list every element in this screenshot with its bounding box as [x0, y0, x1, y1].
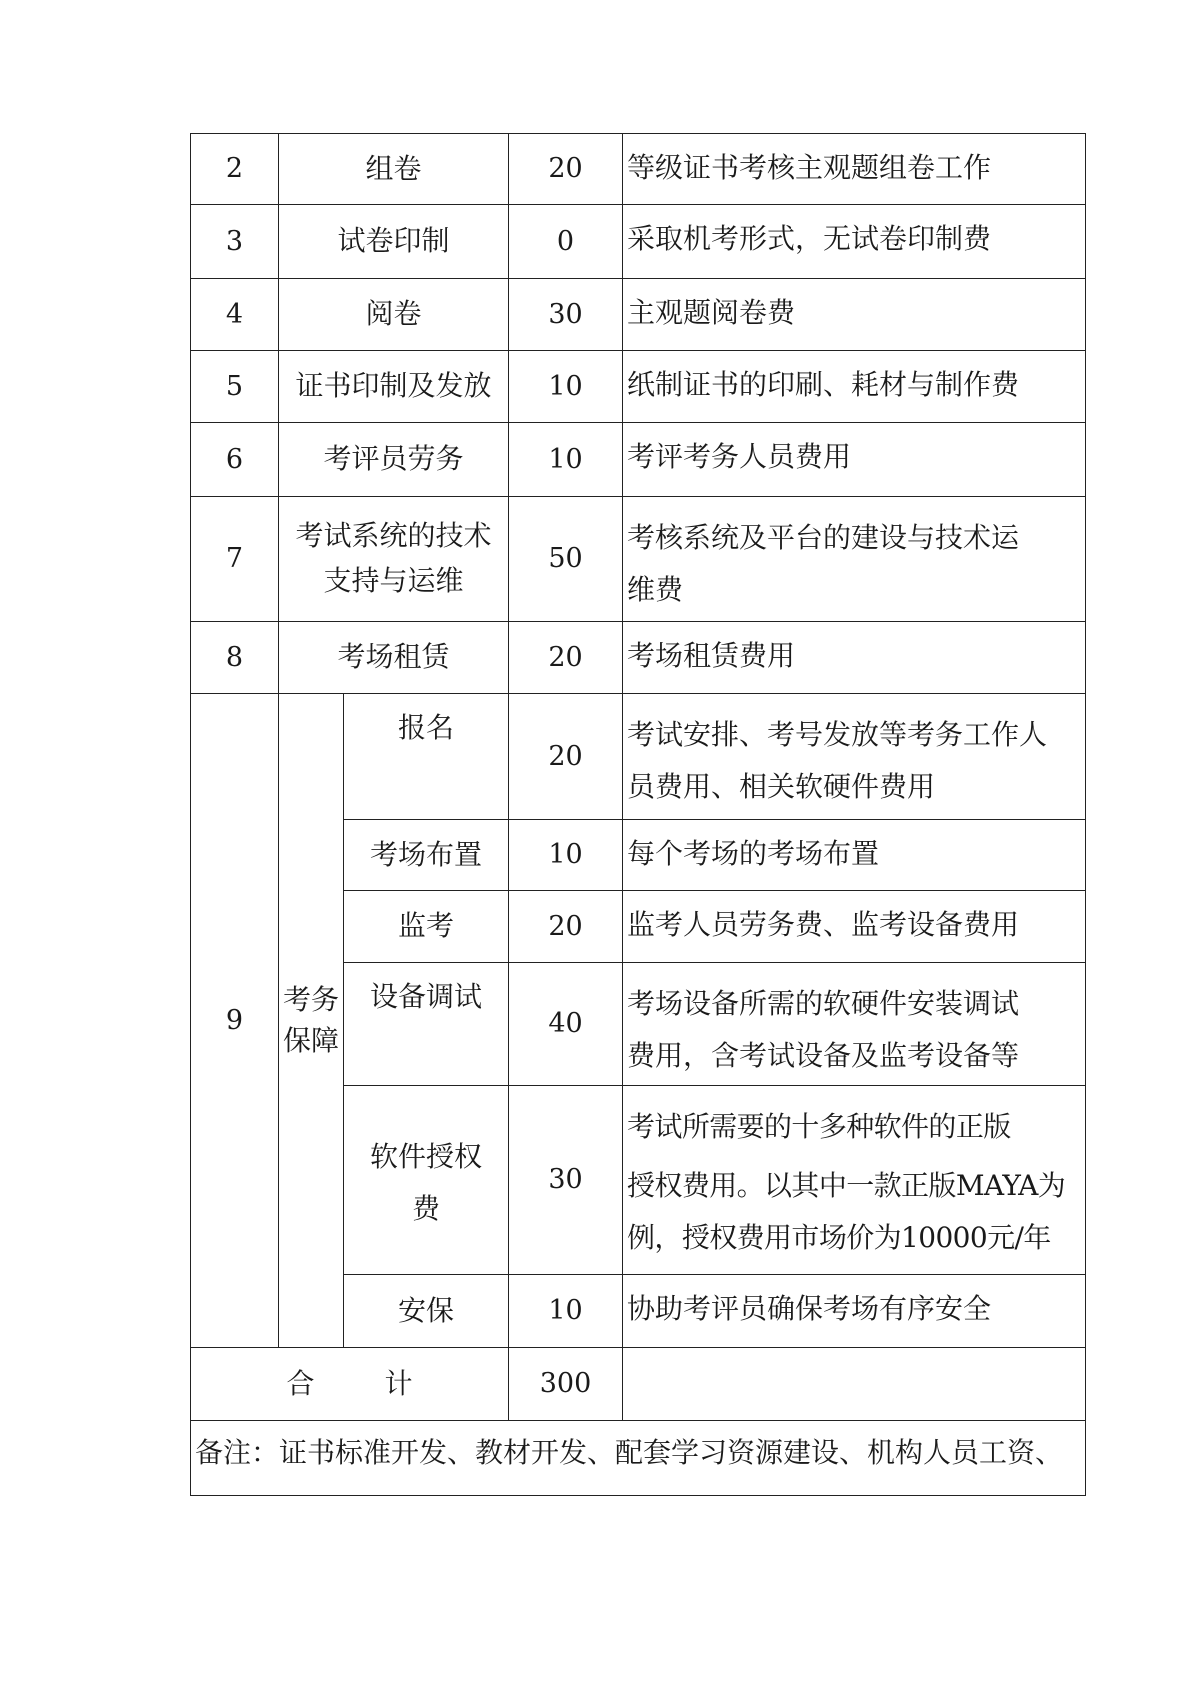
sub-description-line: 考试安排、考号发放等考务工作人	[627, 718, 1048, 751]
sub-description	[623, 1086, 1086, 1275]
row-amount: 50	[509, 497, 623, 622]
row-number: 9	[191, 694, 279, 1348]
row-number: 7	[191, 497, 279, 622]
row-amount: 20	[509, 134, 623, 205]
row-description: 主观题阅卷费	[623, 279, 1086, 351]
row-description: 考场租赁费用	[623, 622, 1086, 694]
sub-item: 监考	[344, 891, 509, 963]
total-row	[191, 1348, 1086, 1421]
row-amount: 20	[509, 622, 623, 694]
group-category	[279, 694, 344, 1348]
total-label-part: 计	[384, 1366, 413, 1400]
sub-item	[344, 1086, 509, 1275]
table-row	[191, 622, 1086, 694]
row-amount: 30	[509, 279, 623, 351]
row-item: 考场租赁	[279, 622, 509, 694]
row-number: 8	[191, 622, 279, 694]
row-item-line: 支持与运维	[323, 564, 464, 597]
sub-description-line: 授权费用。以其中一款正版MAYA为	[627, 1168, 1066, 1202]
row-number: 3	[191, 205, 279, 279]
sub-description	[623, 694, 1086, 820]
row-number: 6	[191, 423, 279, 497]
row-item: 试卷印制	[279, 205, 509, 279]
row-description: 等级证书考核主观题组卷工作	[623, 134, 1086, 205]
row-amount: 10	[509, 423, 623, 497]
total-label-part: 合	[286, 1366, 315, 1400]
row-number: 5	[191, 351, 279, 423]
row-amount: 10	[509, 351, 623, 423]
sub-amount: 10	[509, 820, 623, 891]
sub-amount: 20	[509, 891, 623, 963]
row-description-line: 维费	[627, 572, 684, 606]
row-description	[623, 497, 1086, 622]
sub-description-line: 考场设备所需的软硬件安装调试	[627, 987, 1020, 1020]
sub-description	[623, 963, 1086, 1086]
row-item	[279, 497, 509, 622]
table-row	[191, 279, 1086, 351]
table-row	[191, 694, 1086, 820]
row-amount: 0	[509, 205, 623, 279]
sub-item: 考场布置	[344, 820, 509, 891]
row-number: 2	[191, 134, 279, 205]
sub-amount: 10	[509, 1275, 623, 1348]
sub-item-line: 软件授权	[370, 1140, 483, 1174]
note-row	[191, 1421, 1086, 1496]
sub-description-line: 费用，含考试设备及监考设备等	[627, 1038, 1020, 1072]
table-row	[191, 497, 1086, 622]
note-text: 备注：证书标准开发、教材开发、配套学习资源建设、机构人员工资、	[191, 1421, 1086, 1496]
sub-amount: 40	[509, 963, 623, 1086]
table-row	[191, 134, 1086, 205]
row-description-line: 考核系统及平台的建设与技术运	[627, 521, 1020, 554]
table-row	[191, 351, 1086, 423]
sub-item-line: 费	[412, 1192, 441, 1225]
sub-description: 协助考评员确保考场有序安全	[623, 1275, 1086, 1348]
total-amount: 300	[509, 1348, 623, 1421]
sub-amount: 30	[509, 1086, 623, 1275]
row-item: 阅卷	[279, 279, 509, 351]
sub-description: 每个考场的考场布置	[623, 820, 1086, 891]
sub-description: 监考人员劳务费、监考设备费用	[623, 891, 1086, 963]
group-category-line: 考务	[282, 982, 339, 1016]
total-label	[191, 1348, 509, 1421]
row-description: 采取机考形式，无试卷印制费	[623, 205, 1086, 279]
group-category-line: 保障	[282, 1023, 339, 1057]
sub-item: 设备调试	[344, 963, 509, 1086]
row-item: 考评员劳务	[279, 423, 509, 497]
sub-description-line: 例，授权费用市场价为10000元/年	[627, 1220, 1051, 1254]
sub-item: 报名	[344, 694, 509, 820]
row-description: 考评考务人员费用	[623, 423, 1086, 497]
row-item-line: 考试系统的技术	[295, 519, 492, 553]
table-row	[191, 205, 1086, 279]
total-description	[623, 1348, 1086, 1421]
sub-amount: 20	[509, 694, 623, 820]
budget-table	[190, 133, 1086, 1496]
row-item: 组卷	[279, 134, 509, 205]
row-number: 4	[191, 279, 279, 351]
row-description: 纸制证书的印刷、耗材与制作费	[623, 351, 1086, 423]
sub-description-line: 考试所需要的十多种软件的正版	[627, 1110, 1011, 1143]
row-item: 证书印制及发放	[279, 351, 509, 423]
table-row	[191, 423, 1086, 497]
sub-item: 安保	[344, 1275, 509, 1348]
sub-description-line: 员费用、相关软硬件费用	[627, 769, 936, 803]
